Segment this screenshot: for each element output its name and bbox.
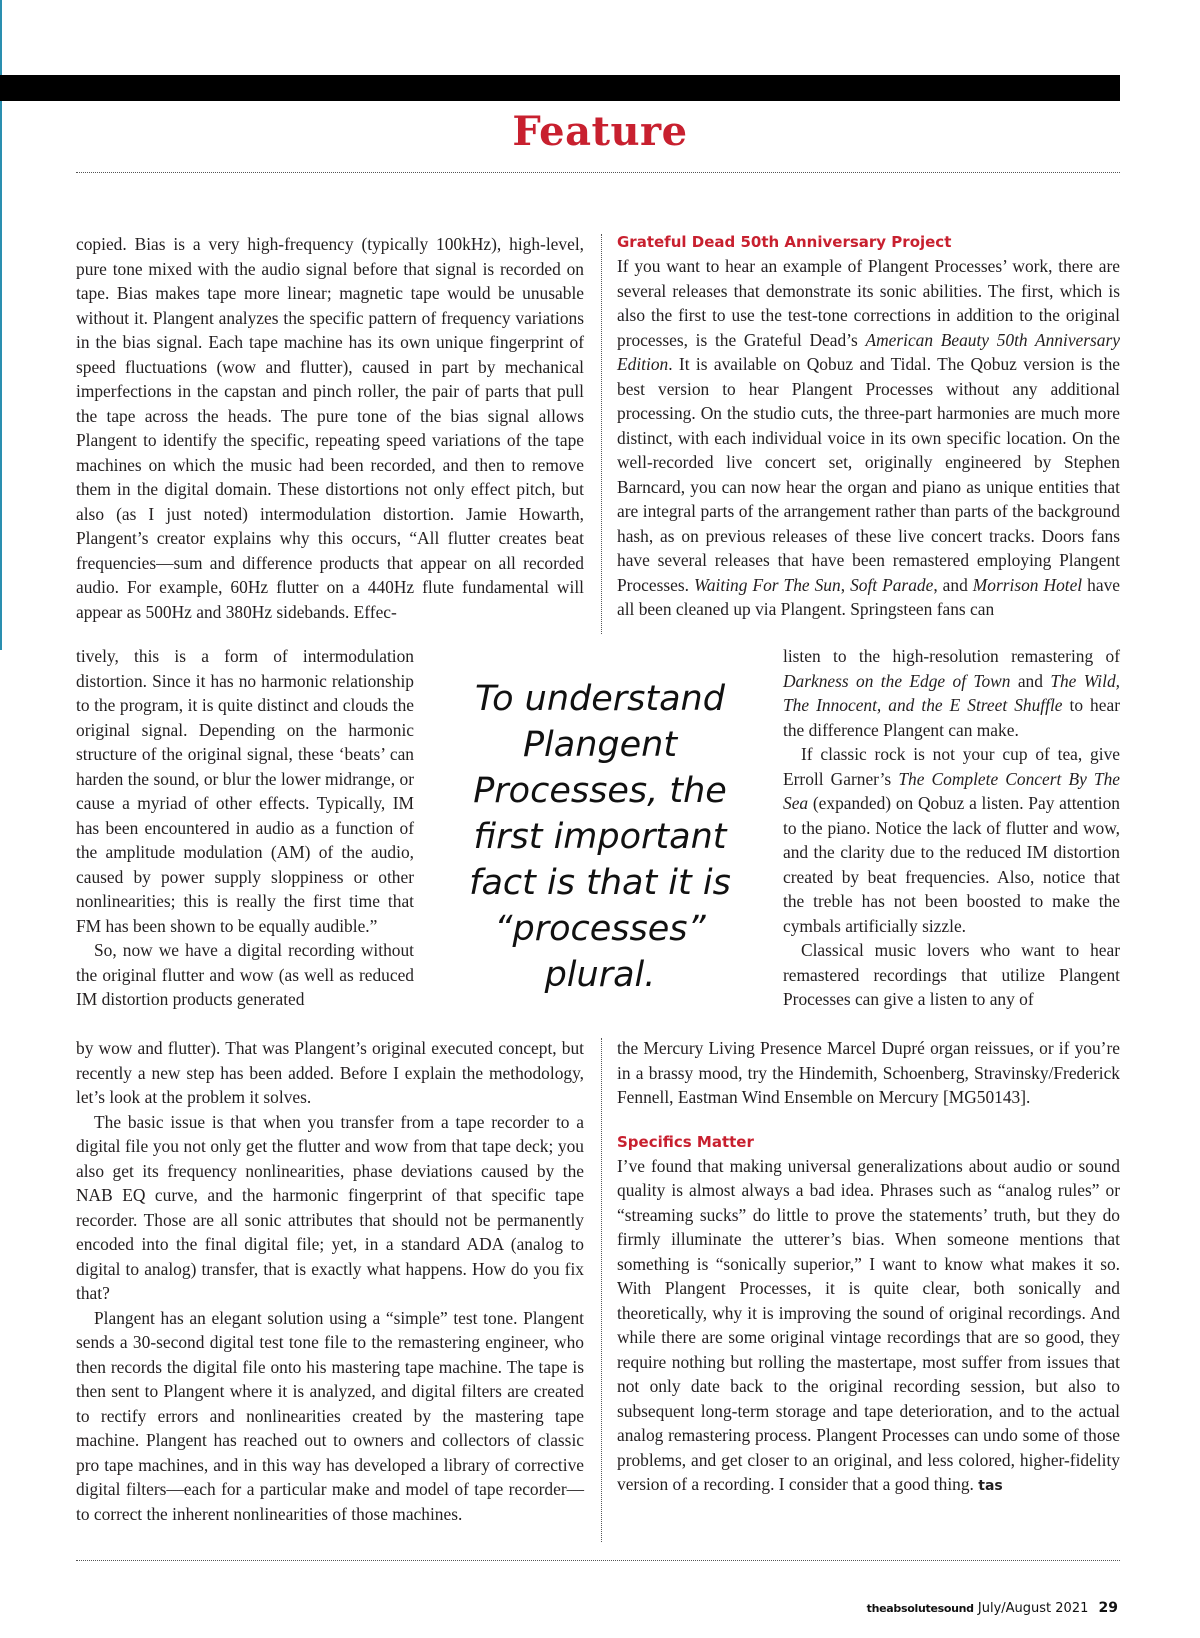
body-paragraph: the Mercury Living Presence Marcel Dupré organ reissues, or if you’re in a brassy mood, try the Hindemith, Schoenberg, Stravinsky/Frederick Fennell, Eastman Wind Ensemble on Mercury [MG50143]. xyxy=(617,1038,1120,1107)
subhead-specifics-matter: Specifics Matter xyxy=(617,1132,754,1151)
body-paragraph: I’ve found that making universal generalizations about audio or sound quality is almost always a bad idea. Phrases such as “analog rules” or “streaming sucks” do little to prove the statements’ truth, but they do firmly illuminate the utterer’s bias. When someone mentions that something is “sonically superior,” I want to know what makes it so. With Plangent Processes, it is quite clear, both sonically and theoretically, why it is improving the sound of original recordings. And while there are some original vintage recordings that are so good, they require nothing but rolling the mastertape, most suffer from issues that not only date back to the original recording session, but also to subsequent long-term storage and tape deterioration, and to the actual analog remastering process. Plangent Processes can undo some of those problems, and get closer to an original, and less colored, higher-fidelity version of a recording. I consider that a good thing. tas xyxy=(617,1155,1120,1494)
body-paragraph: The basic issue is that when you transfer from a tape recorder to a digital file you not only get the flutter and wow from that tape deck; you also get its frequency nonlinearities, phase deviations caused by the NAB EQ curve, and the harmonic fingerprint of that specific tape recorder. Those are all sonic attributes that should not be permanently encoded into the final digital file; yet, in a standard ADA (analog to digital to analog) transfer, that is exactly what happens. How do you fix that? xyxy=(76,1111,584,1303)
body-paragraph: listen to the high-resolution remastering of Darkness on the Edge of Town and The Wild, The Innocent, and the E Street Shuffle to hear the difference Plangent can make. xyxy=(783,646,1120,740)
end-mark: tas xyxy=(978,1478,1003,1494)
issue-date: July/August 2021 xyxy=(977,1601,1089,1616)
page-number: 29 xyxy=(1098,1600,1118,1616)
column-divider-upper xyxy=(601,234,602,634)
bottom-rule xyxy=(76,1560,1120,1561)
column-divider-lower xyxy=(601,1038,602,1542)
body-paragraph: Plangent has an elegant solution using a “simple” test tone. Plangent sends a 30-second digital test tone file to the remastering engineer, who then records the digital file onto his mastering tape machine. The tape is then sent to Plangent where it is analyzed, and digital filters are created to rectify errors and nonlinearities created by the mastering tape machine. Plangent has reached out to owners and collectors of classic pro tape machines, and in this way has developed a library of corrective digital filters—each for a particular make and model of tape recorder—to correct the inherent nonlinearities of those machines. xyxy=(76,1307,584,1524)
subhead-grateful-dead: Grateful Dead 50th Anniversary Project xyxy=(617,233,952,251)
right-column-middle xyxy=(783,644,1120,1012)
magazine-brand: theabsolutesound xyxy=(866,1602,974,1615)
album-title: The Complete Concert By The Sea xyxy=(783,768,1120,813)
left-column-top xyxy=(76,232,584,624)
left-column-bottom xyxy=(76,1036,584,1526)
album-title: Darkness on the Edge of Town xyxy=(783,670,1011,691)
right-column-bottom xyxy=(617,1036,1120,1499)
pull-quote: To understand Plangent Processes, the first important fact is that it is “processes” plural. xyxy=(469,679,731,995)
top-rule xyxy=(76,172,1120,173)
body-paragraph: If classic rock is not your cup of tea, give Erroll Garner’s The Complete Concert By The Sea (expanded) on Qobuz a listen. Pay attention to the piano. Notice the lack of flutter and wow, and the clarity due to the reduced IM distortion created by beat frequencies. Also, notice that the treble has not been boosted to make the cymbals artificially sizzle. xyxy=(783,744,1120,936)
section-title: Feature xyxy=(512,108,688,155)
right-column-top xyxy=(617,232,1120,622)
page-footer xyxy=(867,1600,1118,1616)
body-paragraph: If you want to hear an example of Plangent Processes’ work, there are several releases that demonstrate its sonic abilities. The first, which is also the first to use the test-tone corrections in addition to the original processes, is the Grateful Dead’s American Beauty 50th Anniversary Edition. It is available on Qobuz and Tidal. The Qobuz version is the best version to hear Plangent Processes without any additional processing. On the studio cuts, the three-part harmonies are much more distinct, with each individual voice in its own specific location. On the well-recorded live concert set, originally engineered by Stephen Barncard, you can now hear the organ and piano as unique entities that are integral parts of the arrangement rather than parts of the background hash, as on previous releases of these live concert tracks. Doors fans have several releases that have been remastered employing Plangent Processes. Waiting For The Sun, Soft Parade, and Morrison Hotel have all been cleaned up via Plangent. Springsteen fans can xyxy=(617,256,1120,619)
album-title: Soft Parade xyxy=(850,574,934,595)
album-title: The Wild, The Innocent, and the E Street Shuffle xyxy=(783,670,1120,715)
left-column-middle xyxy=(76,644,414,1012)
album-title: Waiting For The Sun xyxy=(693,574,841,595)
body-paragraph: tively, this is a form of intermodulation distortion. Since it has no harmonic relationship to the program, it is quite distinct and clouds the original signal. Depending on the harmonic structure of the original signal, these ‘beats’ can harden the sound, or blur the lower midrange, or cause a myriad of other effects. Typically, IM has been encountered in audio as a function of the amplitude modulation (AM) of the audio, caused by power supply sloppiness or other nonlinearities; this is really the first time that FM has been shown to be equally audible.” xyxy=(76,646,414,936)
body-paragraph: copied. Bias is a very high-frequency (typically 100kHz), high-level, pure tone mixed with the audio signal before that signal is recorded on tape. Bias makes tape more linear; magnetic tape would be unusable without it. Plangent analyzes the specific pattern of frequency variations in the bias signal. Each tape machine has its own unique fingerprint of speed fluctuations (wow and flutter), caused in part by mechanical imperfections in the capstan and pinch roller, the pair of parts that pull the tape across the heads. The pure tone of the bias signal allows Plangent to identify the specific, repeating speed variations of the tape machines on which the music had been recorded, and then to remove them in the digital domain. These distortions not only effect pitch, but also (as I just noted) intermodulation distortion. Jamie Howarth, Plangent’s creator explains why this occurs, “All flutter creates beat frequencies—sum and difference products that appear on all recorded audio. For example, 60Hz flutter on a 440Hz flute fundamental will appear as 500Hz and 380Hz sidebands. Effec- xyxy=(76,234,584,622)
body-paragraph: Classical music lovers who want to hear remastered recordings that utilize Plangent Processes can give a listen to any of xyxy=(783,940,1120,1009)
header-bar xyxy=(0,75,1120,101)
body-paragraph: So, now we have a digital recording without the original flutter and wow (as well as reduced IM distortion products generated xyxy=(76,940,414,1009)
album-title: Morrison Hotel xyxy=(972,574,1083,595)
body-paragraph: by wow and flutter). That was Plangent’s original executed concept, but recently a new step has been added. Before I explain the methodology, let’s look at the problem it solves. xyxy=(76,1038,584,1107)
album-title: American Beauty 50th Anniversary Edition xyxy=(617,329,1120,374)
